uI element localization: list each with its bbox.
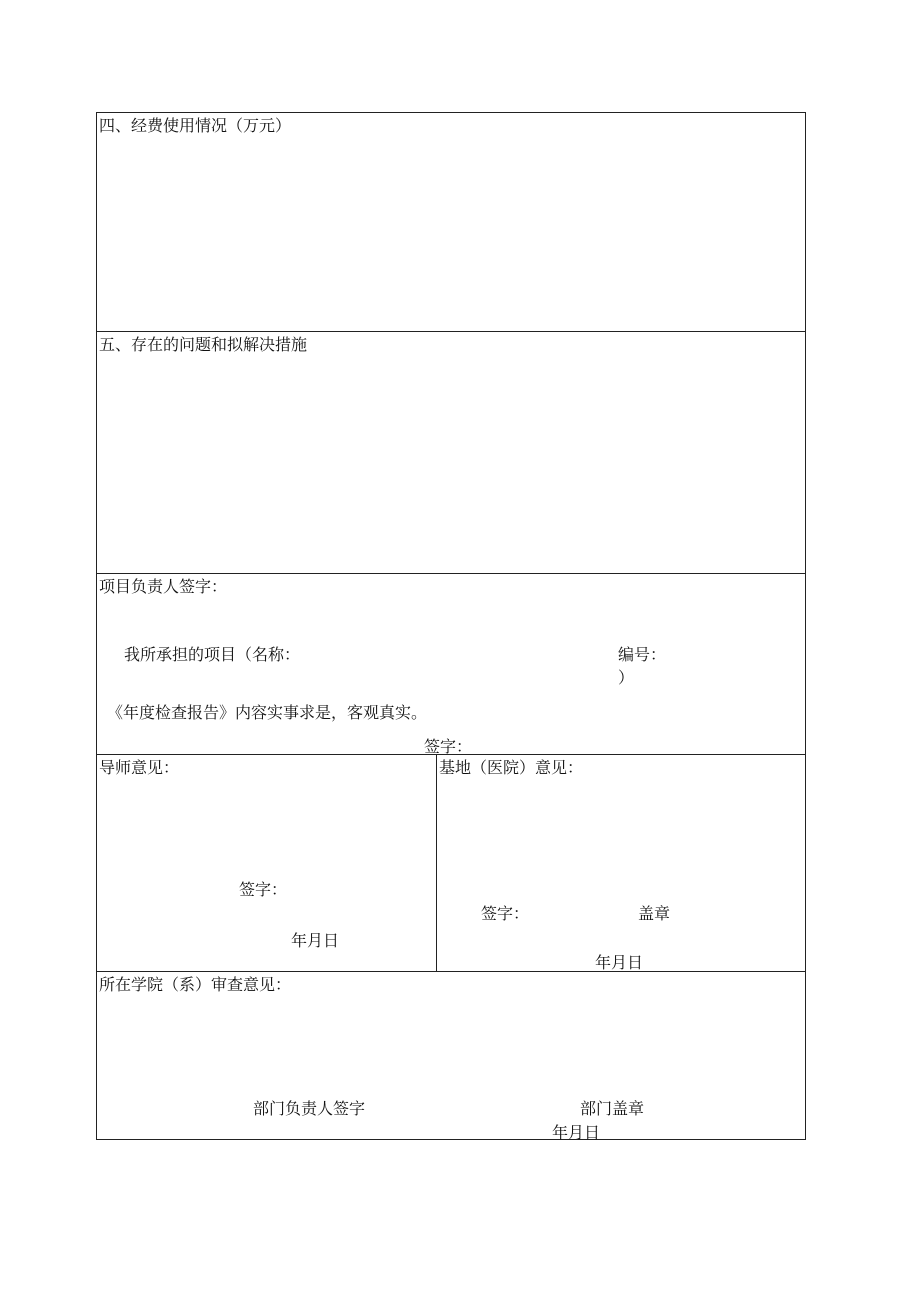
dept-seal-label: 部门盖章 bbox=[580, 1099, 645, 1118]
base-opinion-cell bbox=[437, 755, 805, 972]
advisor-opinion-cell bbox=[97, 755, 437, 972]
college-section bbox=[97, 971, 805, 1141]
base-seal-label: 盖章 bbox=[638, 904, 671, 923]
close-paren: ） bbox=[618, 668, 635, 687]
leader-section bbox=[97, 573, 805, 755]
base-date-label: 年月日 bbox=[595, 953, 644, 972]
project-name-label: 我所承担的项目（名称： bbox=[124, 645, 301, 664]
project-number-label: 编号： bbox=[618, 645, 667, 664]
advisor-date-label: 年月日 bbox=[291, 931, 340, 950]
truth-statement: 《年度检查报告》内容实事求是，客观真实。 bbox=[107, 703, 428, 722]
leader-heading: 项目负责人签字： bbox=[99, 577, 228, 596]
advisor-heading: 导师意见： bbox=[99, 758, 180, 777]
problems-heading: 五、存在的问题和拟解决措施 bbox=[99, 335, 308, 354]
college-heading: 所在学院（系）审查意见： bbox=[99, 975, 292, 994]
annual-inspection-form bbox=[96, 112, 806, 1140]
funding-heading: 四、经费使用情况（万元） bbox=[99, 116, 292, 135]
advisor-signature-label: 签字： bbox=[239, 880, 288, 899]
base-heading: 基地（医院）意见： bbox=[439, 758, 584, 777]
problems-section bbox=[97, 331, 805, 574]
opinions-row bbox=[97, 754, 805, 972]
leader-signature-label: 签字： bbox=[424, 737, 473, 756]
base-signature-label: 签字： bbox=[481, 904, 530, 923]
dept-signature-label: 部门负责人签字 bbox=[253, 1099, 366, 1118]
funding-section bbox=[97, 113, 805, 332]
college-date-label: 年月日 bbox=[552, 1123, 601, 1142]
